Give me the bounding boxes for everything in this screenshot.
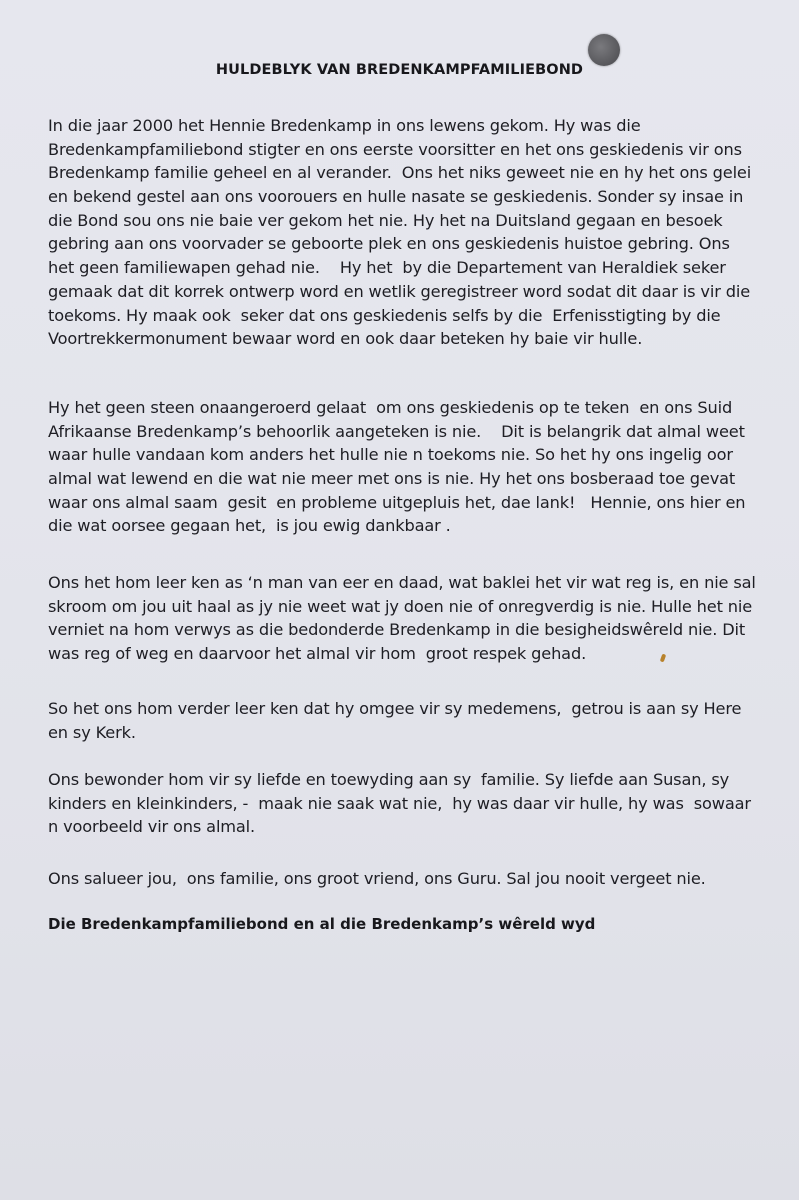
text-line: toekoms. Hy maak ook seker dat ons geskiedenis selfs by die Erfenisstigting by die [48,305,721,325]
text-line: n voorbeeld vir ons almal. [48,817,256,837]
text-line: waar hulle vandaan kom anders het hulle nie n toekoms nie. So het hy ons ingelig oor [48,445,733,465]
document-title: HULDEBLYK VAN BREDENKAMPFAMILIEBOND [215,62,584,78]
text-line: verniet na hom verwys as die bedonderde Bredenkamp in die besigheidswêreld nie. Dit [48,620,746,640]
text-line: In die jaar 2000 het Hennie Bredenkamp in ons lewens gekom. Hy was die [48,116,641,135]
text-line: Ons salueer jou, ons familie, ons groot vriend, ons Guru. Sal jou nooit vergeet nie. [48,869,706,888]
paragraph-4 [48,697,770,744]
text-line: Voortrekkermonument bewaar word en ook daar beteken hy baie vir hulle. [48,329,643,349]
text-line: Ons het hom leer ken as ‘n man van eer en daad, wat baklei het vir wat reg is, en nie sal [48,573,756,592]
text-line: die Bond sou ons nie baie ver gekom het nie. Hy het na Duitsland gegaan en besoek [48,210,723,230]
text-line: So het ons hom verder leer ken dat hy omgee vir sy medemens, getrou is aan sy Here [48,699,742,718]
text-line: waar ons almal saam gesit en probleme uitgepluis het, dae lank! Hennie, ons hier en [48,492,746,512]
text-line: Bredenkampfamiliebond stigter en ons eerste voorsitter en het ons geskiedenis vir ons [48,139,742,159]
paragraph-5 [48,768,770,839]
text-line: skroom om jou uit haal as jy nie weet wat jy doen nie of onregverdig is nie. Hulle het nie [48,596,753,616]
text-line: Bredenkamp familie geheel en al verander. Ons het niks geweet nie en hy het ons gelei [48,163,752,183]
text-line: die wat oorsee gegaan het, is jou ewig dankbaar . [48,516,451,536]
text-line: en bekend gestel aan ons voorouers en hulle nasate se geskiedenis. Sonder sy insae in [48,187,744,207]
text-line: almal wat lewend en die wat nie meer met ons is nie. Hy het ons bosberaad toe gevat [48,469,736,489]
text-line: Afrikaanse Bredenkamp’s behoorlik aangeteken is nie. Dit is belangrik dat almal weet [48,421,745,441]
text-line: Ons bewonder hom vir sy liefde en toewyding aan sy familie. Sy liefde aan Susan, sy [48,770,730,789]
paragraph-1 [48,114,770,351]
paragraph-3 [48,571,770,666]
paragraph-6 [48,867,770,891]
text-line: gemaak dat dit korrek ontwerp word en wetlik geregistreer word sodat dit daar is vir die [48,281,750,301]
text-line: en sy Kerk. [48,722,136,742]
text-line: Hy het geen steen onaangeroerd gelaat om ons geskiedenis op te teken en ons Suid [48,398,733,417]
text-line: het geen familiewapen gehad nie. Hy het by die Departement van Heraldiek seker [48,258,726,278]
text-line: kinders en kleinkinders, - maak nie saak wat nie, hy was daar vir hulle, hy was sowaar [48,793,751,813]
signoff-line: Die Bredenkampfamiliebond en al die Bredenkamp’s wêreld wyd [48,915,596,933]
text-line: gebring aan ons voorvader se geboorte plek en ons geskiedenis huistoe gebring. Ons [48,234,730,254]
text-line: was reg of weg en daarvoor het almal vir hom groot respek gehad. [48,644,587,664]
paragraph-2 [48,396,770,538]
